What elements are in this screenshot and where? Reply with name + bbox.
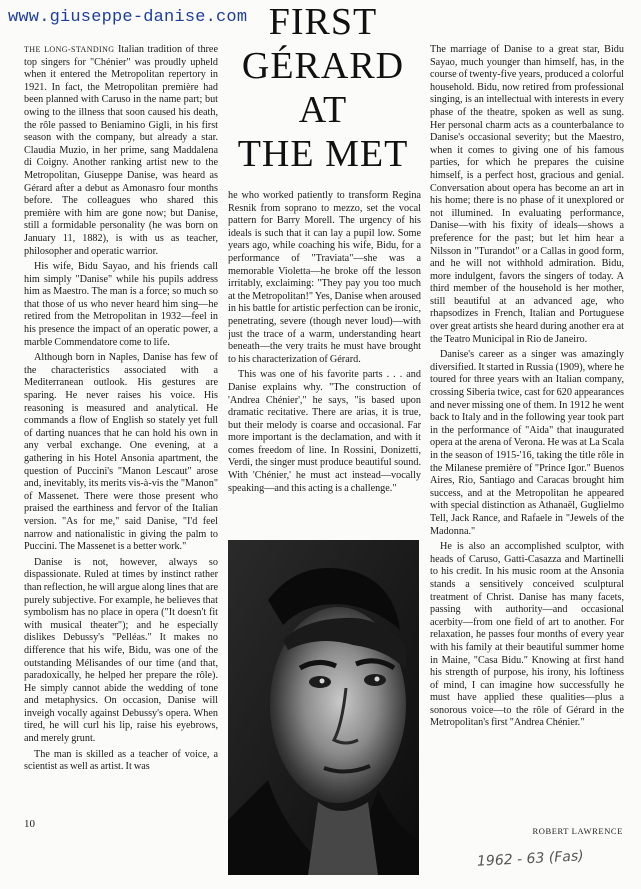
paragraph: Although born in Naples, Danise has few of the characteristics associated with a Mediterranean outlook. His gestures are sparing. He never raises his voice. His reasoning is measured and analytical. He commands a flow of English so stately yet full of darting nuances that he can hold his own in any verbal exchange. One evening, at a gathering in his Hotel Ansonia apartment, the question of Puccini's "Manon Lescaut" arose and, inevitably, its merits vis-à-vis the "Manon" of Massenet. There were those present who praised the earthiness and fervor of the Italian version. "As for me," said Danise, "I'd feel narrow and nationalistic in giving the palm to Puccini. The Massenet is a better work.": [24, 352, 218, 553]
article-column-3: [430, 44, 624, 824]
title-line-2: GÉRARD: [241, 45, 405, 87]
handwritten-annotation: 1962 - 63 (Fas): [476, 848, 585, 870]
paragraph: [24, 44, 218, 258]
title-line-3: AT: [298, 89, 348, 131]
portrait-illustration: [228, 540, 419, 875]
author-signature: ROBERT LAWRENCE: [532, 826, 623, 836]
article-column-2: [228, 190, 421, 535]
portrait-photo: [228, 540, 419, 875]
lead-in-caps: THE LONG-STANDING: [24, 45, 115, 54]
paragraph-text: Italian tradition of three top singers for "Chénier" was proudly upheld when it entered the Metropolitan repertory in 1921. In fact, the Metropolitan première had been planned with Caruso in the name part; but owing to the illness that soon caused his death, the rôle passed to Beniamino Gigli, in his first season with the company, but already a star. Claudia Muzio, in her prime, sang Maddalena di Coigny. Another ranking artist new to the Metropolitan, Giuseppe Danise, was heard as Gérard after a debut as Amonasro four months before. The colleagues who shared this première with him are gone now; but Danise, still a formidable personality (he was born on January 11, 1882), is with us as teacher, philosopher and operatic warrior.: [24, 44, 218, 257]
title-line-4: THE MET: [237, 133, 409, 175]
paragraph: His wife, Bidu Sayao, and his friends call him simply "Danise" while his pupils address him as Maestro. The man is a force; so much so that those of us who never heard him sing—he retired from the Metropolitan in 1932—feel in his presence the impact of an operatic power, a marble Commendatore come to life.: [24, 261, 218, 348]
article-column-1: [24, 44, 218, 834]
paragraph: The marriage of Danise to a great star, Bidu Sayao, much younger than himself, has, in the course of twenty-five years, produced a colorful household. Bidu, now retired from professional singing, is an intellectual with interests in every phase of the theatre, spoken as well as sung. Her personal charm acts as a counterbalance to Danise's occasional severity; but the Maestro, when it comes to giving one of his famous parties, for which he prepares the cuisine himself, is a perfect host, gracious and genial. Conversation about opera has become an art in his home; there is no phase of it unexplored or not illumined. In evaluating performance, Danise—with his fixity of ideals—shows a preference for the past; but let him hear a Nilsson in "Turandot" or a Callas in good form, and he will not withhold admiration. Bidu, more indulgent, favors the singers of today. A third member of the household is her mother, still beautiful at an advanced age, who rhapsodizes in French, Italian and Portuguese over great artists she heard during another era at the Teatro Municipal in Rio de Janeiro.: [430, 44, 624, 345]
page-number: 10: [24, 818, 35, 830]
website-url[interactable]: www.giuseppe-danise.com: [8, 8, 248, 27]
title-line-1: FIRST: [268, 1, 378, 43]
article-title: [228, 0, 418, 176]
paragraph: Danise is not, however, always so dispassionate. Ruled at times by instinct rather than reflection, he will argue along lines that are purely subjective. For example, he believes that symbolism has no place in opera ("It doesn't fit with musical theater"); and he especially dislikes Debussy's "Pelléas." It makes no difference that his wife, Bidu, was one of the outstanding Mélisandes of our time (and that, paradoxically, he helped her prepare the rôle). He simply cannot abide the wedding of tone and metaphysics. On occasion, Danise will inveigh vocally against Debussy's opera. When tired, he will curl his lip, raise his eyebrows, and merely grunt.: [24, 556, 218, 745]
paragraph: he who worked patiently to transform Regina Resnik from soprano to mezzo, set the vocal pattern for Barry Morell. The urgency of his ideals is such that it can lay a pupil low. Some years ago, while coaching his wife, Bidu, for a performance of "Traviata"—she was a memorable Violetta—he broke off the lesson irritably, exclaiming: "They pay you too much at the Metropolitan!" Yes, Danise when aroused in his battle for artistic perfection can be ironic, penetrating, severe (though never loud)—with just the trace of a warm, understanding heart beneath—the very traits he must have brought to his characterization of Gérard.: [228, 190, 421, 365]
paragraph: This was one of his favorite parts . . . and Danise explains why. "The construction of 'Andrea Chénier'," he says, "is based upon dramatic recitative. There are arias, it is true, but their melody is coarse and occasional. Far more important is the declamation, and with it comes freedom of line. In Rossini, Donizetti, Verdi, the singer must produce beautiful sound. With 'Chénier,' he must act instead—vocally speaking—and this acting is a challenge.": [228, 369, 421, 494]
paragraph: He is also an accomplished sculptor, with heads of Caruso, Gatti-Casazza and Martinelli to his credit. In his music room at the Ansonia stands a sensitively conceived sculptural treatment of Christ. Danise has many facets, passing with authority—and occasional acerbity—from one field of art to another. For relaxation, he passes four months of every year with his family at their beautiful summer home in Maine, "Casa Bidu." Knowing at first hand his strength of purpose, his irony, his loftiness of mind, I can imagine how successfully he must have applied these qualities—plus a sonorous voice—to the rôle of Gérard in the Metropolitan's first "Andrea Chénier.": [430, 541, 624, 729]
paragraph: The man is skilled as a teacher of voice, a scientist as well as artist. It was: [24, 748, 218, 773]
paragraph: Danise's career as a singer was amazingly diversified. It started in Russia (1909), where he toured for three years with an Italian company, crossing Siberia twice, cast for 620 appearances and never missing one of them. In 1912 he went back to Italy and in the following year took part in the performance of "Aida" that inaugurated opera at the arena of Verona. He was at La Scala in the season of 1915-'16, taking the title rôle in the Milanese première of "Prince Igor." Buenos Aires, Rio, Santiago and Caracas brought him success, and at the Metropolitan he appeared with special distinction as Athanaël, Guglielmo Tell, Jack Rance, and Rafaele in "Jewels of the Madonna.": [430, 349, 624, 537]
